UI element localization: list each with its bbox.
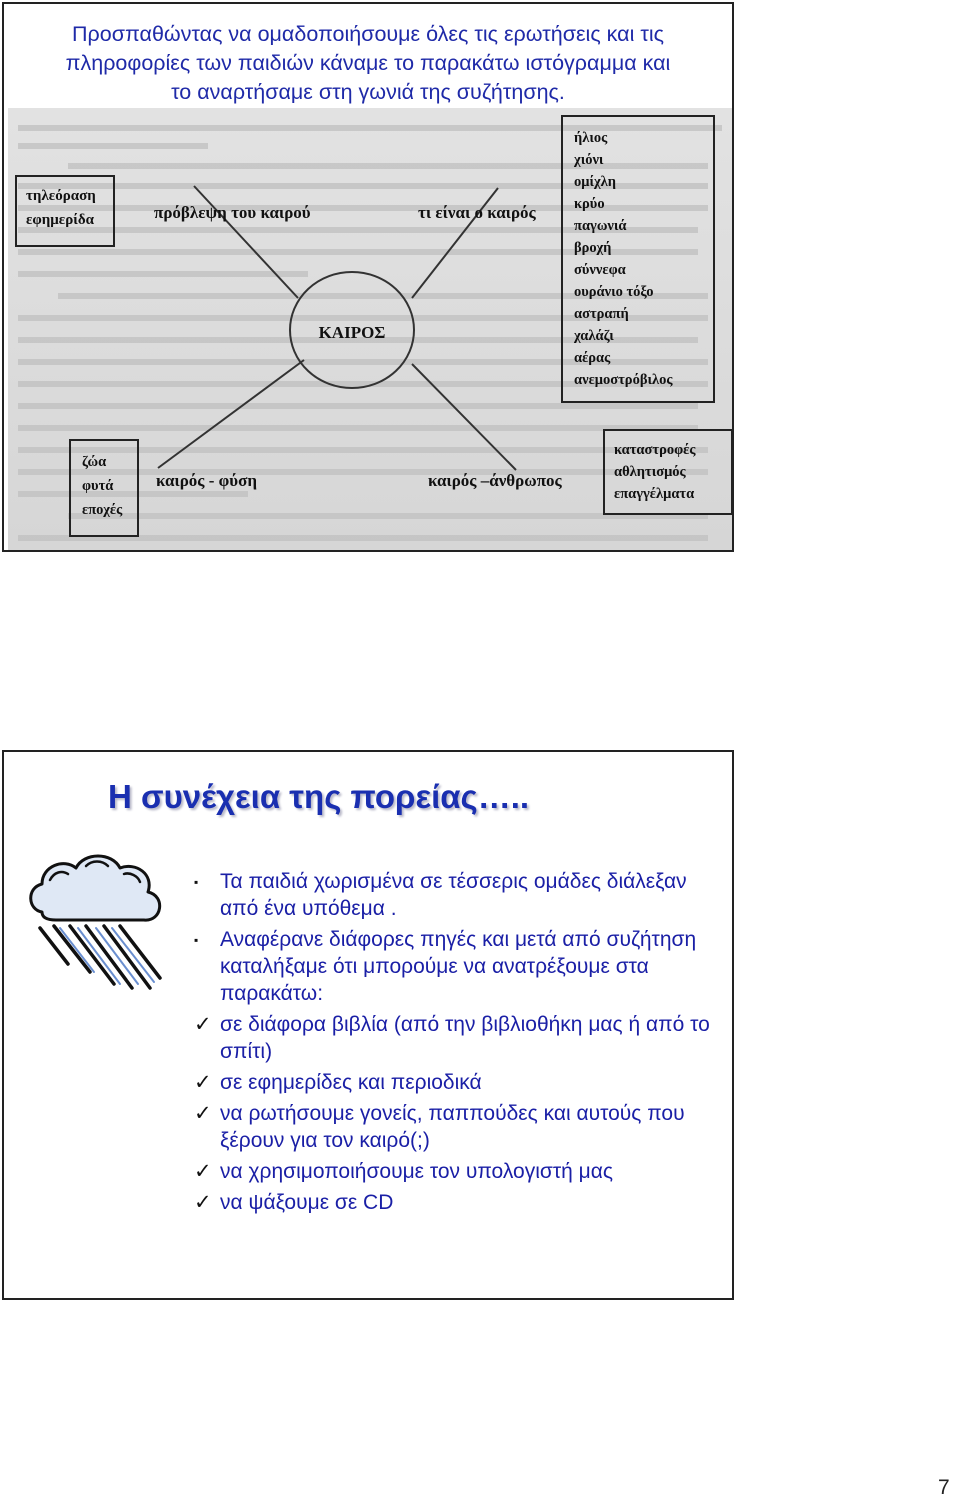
branch-forecast-label: πρόβλεψη του καιρού: [154, 203, 311, 222]
checkmark-icon: ✓: [194, 1102, 212, 1125]
human-item: καταστροφές: [614, 442, 696, 458]
list-item: [190, 1158, 710, 1185]
weather-item: παγωνιά: [574, 218, 627, 234]
weather-item: ομίχλη: [574, 174, 617, 190]
slide-weather-mindmap: [2, 2, 734, 552]
weather-item: χιόνι: [574, 152, 604, 168]
list-item-text: Αναφέρανε διάφορες πηγές και μετά από συζήτηση καταλήξαμε ότι μπορούμε να ανατρέξουμε στα παρακάτω:: [220, 928, 697, 1005]
checkmark-icon: ✓: [194, 1160, 212, 1183]
branch-what-label: τι είναι ο καιρός: [418, 203, 536, 222]
list-item-text: να ψάξουμε σε CD: [220, 1191, 394, 1214]
scanned-mindmap-image: [8, 108, 732, 550]
list-item: [190, 1189, 710, 1216]
media-item: τηλεόραση: [26, 188, 96, 204]
checkmark-icon: ✓: [194, 1191, 212, 1214]
weather-item: χαλάζι: [574, 328, 614, 344]
list-item-text: Τα παιδιά χωρισμένα σε τέσσερις ομάδες διάλεξαν από ένα υπόθεμα .: [220, 870, 687, 920]
branch-human-label: καιρός –άνθρωπος: [428, 471, 562, 490]
checkmark-icon: ✓: [194, 1013, 212, 1036]
list-item: [190, 1069, 710, 1096]
list-item: [190, 1011, 710, 1065]
checkmark-icon: ✓: [194, 1071, 212, 1094]
weather-item: ουράνιο τόξο: [574, 284, 654, 300]
center-label: ΚΑΙΡΟΣ: [318, 323, 386, 342]
square-bullet-icon: ▪: [194, 933, 199, 947]
bullet-list: [190, 868, 710, 1220]
weather-item: σύννεφα: [574, 262, 626, 278]
slide1-title: [4, 20, 732, 107]
list-item: [190, 868, 710, 922]
slide2-title: Η συνέχεια της πορείας…..: [108, 778, 530, 815]
list-item: [190, 1100, 710, 1154]
slide1-title-line: Προσπαθώντας να ομαδοποιήσουμε όλες τις ερωτήσεις και τις: [72, 22, 664, 46]
list-item: [190, 926, 710, 1007]
slide-next-steps: [2, 750, 734, 1300]
list-item-text: να χρησιμοποιήσουμε τον υπολογιστή μας: [220, 1160, 613, 1183]
nature-item: εποχές: [82, 502, 123, 518]
rain-cloud-icon: [20, 844, 168, 994]
list-item-text: σε εφημερίδες και περιοδικά: [220, 1071, 482, 1094]
weather-item: ανεμοστρόβιλος: [574, 372, 673, 388]
list-item-text: να ρωτήσουμε γονείς, παππούδες και αυτούς που ξέρουν για τον καιρό(;): [220, 1102, 685, 1152]
human-item: αθλητισμός: [614, 464, 686, 480]
slide1-title-line: πληροφορίες των παιδιών κάναμε το παρακάτω ιστόγραμμα και: [65, 51, 671, 75]
weather-item: αέρας: [574, 350, 611, 366]
square-bullet-icon: ▪: [194, 875, 199, 889]
nature-item: ζώα: [82, 454, 107, 470]
weather-item: κρύο: [574, 196, 605, 212]
nature-item: φυτά: [82, 478, 114, 494]
list-item-text: σε διάφορα βιβλία (από την βιβλιοθήκη μας ή από το σπίτι): [220, 1013, 710, 1063]
human-item: επαγγέλματα: [614, 486, 695, 502]
page-number: 7: [938, 1476, 950, 1499]
branch-nature-label: καιρός - φύση: [156, 471, 257, 490]
weather-item: αστραπή: [574, 306, 629, 322]
slide1-title-line: το αναρτήσαμε στη γωνιά της συζήτησης.: [171, 80, 565, 104]
weather-item: βροχή: [574, 240, 612, 256]
weather-item: ήλιος: [574, 130, 608, 146]
media-item: εφημερίδα: [26, 212, 95, 228]
